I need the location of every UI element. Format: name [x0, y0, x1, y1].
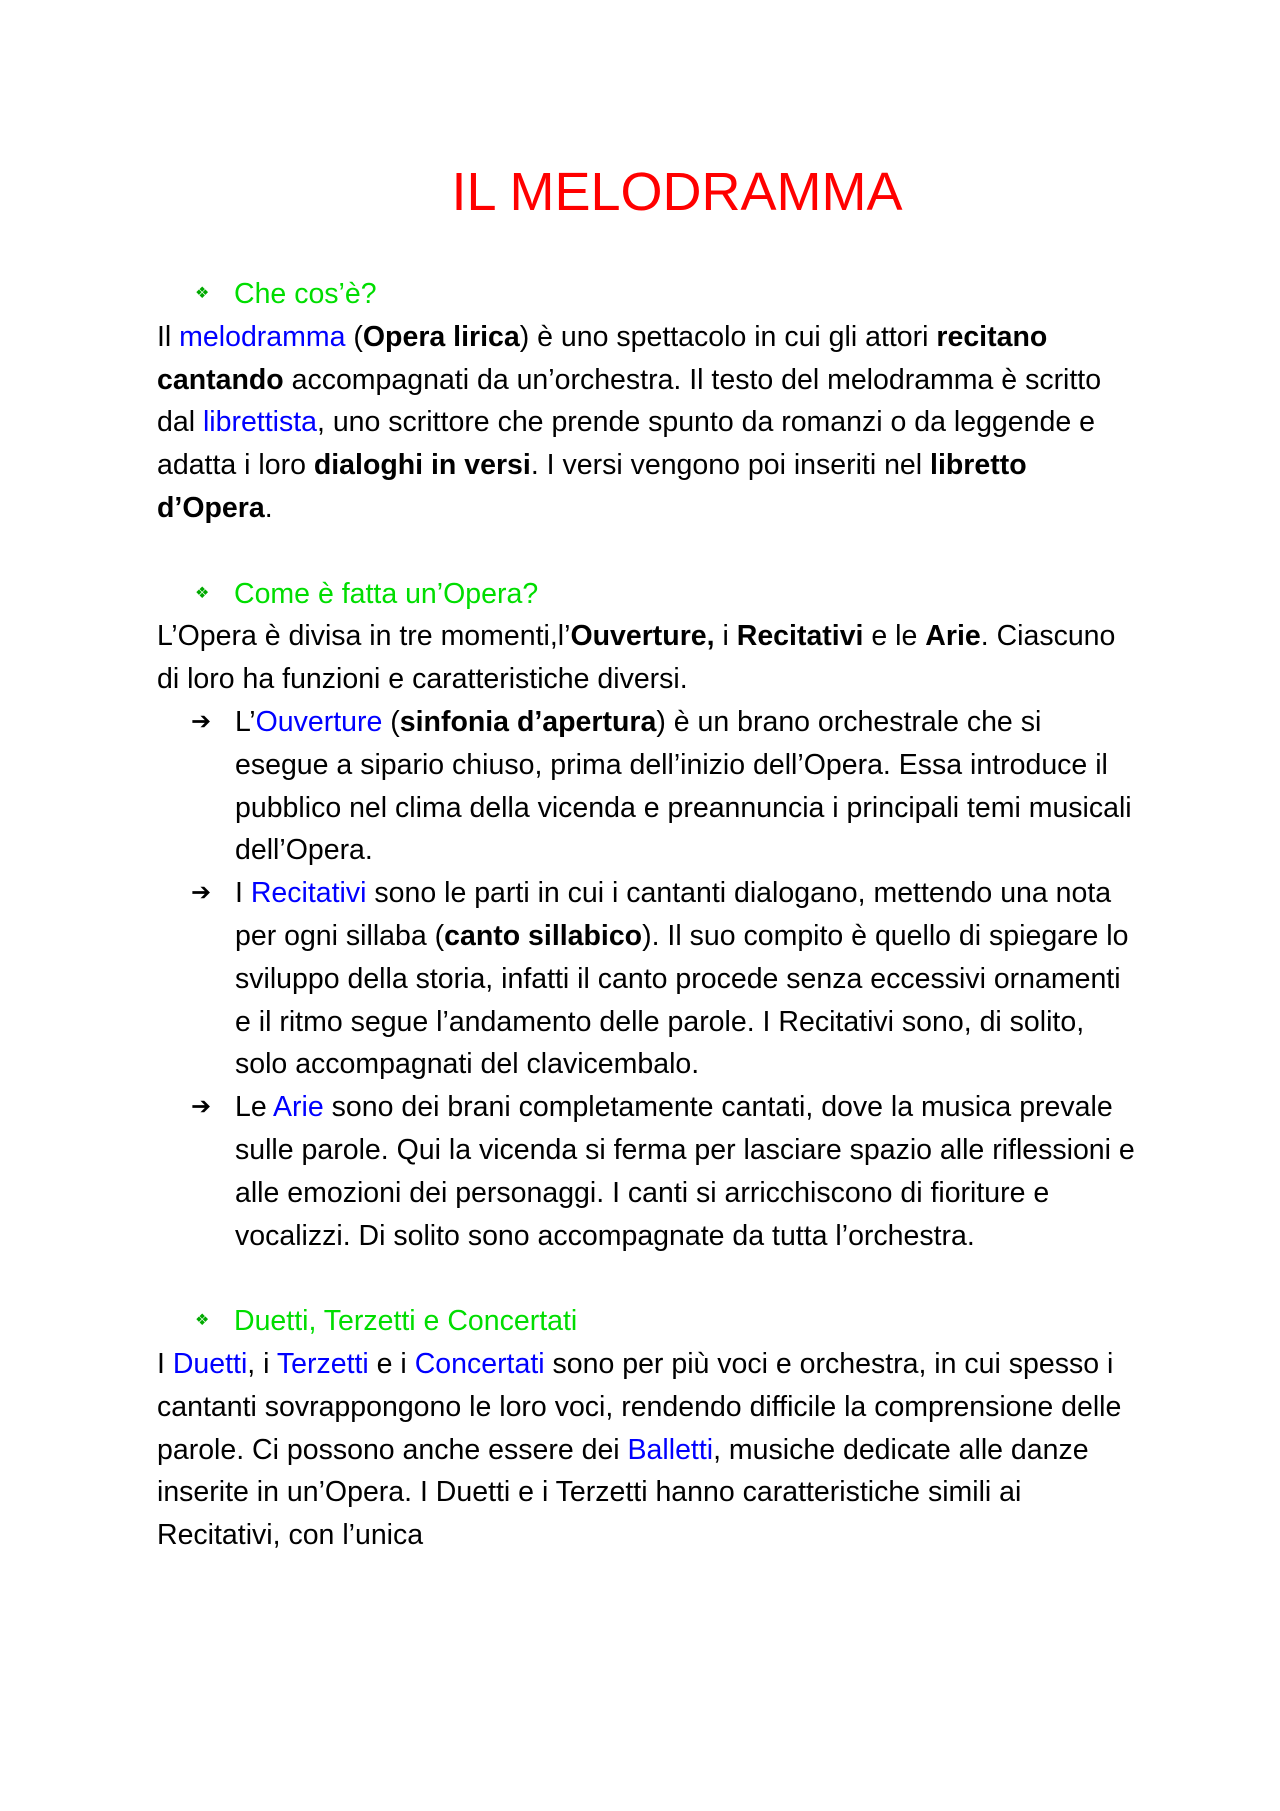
bold-sinfonia-dapertura: sinfonia d’apertura	[399, 705, 657, 738]
section-heading-text: Duetti, Terzetti e Concertati	[234, 1305, 578, 1338]
text-run: ) è un brano orchestrale che si esegue a sipario chiuso, prima dell’inizio dell’Opera. Essa introduce il pubblico nel clima della vicenda e preannuncia i principali temi musicali dell’Opera.	[235, 705, 1132, 867]
diamond-bullet-icon: ❖	[195, 285, 210, 302]
text-run: (	[345, 320, 363, 353]
list-item-recitativi	[157, 872, 1137, 1086]
paragraph-ensembles	[157, 1343, 1137, 1557]
list-item-ouverture	[157, 701, 1137, 872]
bold-recitativi: Recitativi	[736, 620, 864, 653]
text-run: , uno scrittore che prende spunto da romanzi o da leggende e adatta i loro	[157, 406, 1095, 482]
text-run: L’Opera è divisa in tre momenti,l’	[157, 620, 571, 653]
text-run: . Ciascuno di loro ha funzioni e caratteristiche diversi.	[157, 620, 1116, 696]
arrow-right-icon: ➔	[191, 1093, 212, 1121]
arrow-right-icon: ➔	[191, 879, 212, 907]
text-run: accompagnati da un’orchestra. Il testo del melodramma è scritto dal	[157, 363, 1102, 439]
text-run: ) è uno spettacolo in cui gli attori	[519, 320, 937, 353]
list-item-arie	[157, 1086, 1137, 1257]
bold-recitano-cantando: recitano cantando	[157, 320, 1048, 396]
diamond-bullet-icon: ❖	[195, 1312, 210, 1330]
section-heading-text: Come è fatta un’Opera?	[234, 577, 539, 610]
section-heading-what-is	[157, 273, 1137, 316]
diamond-bullet-icon: ❖	[195, 584, 210, 602]
bold-dialoghi-in-versi: dialoghi in versi	[313, 449, 531, 482]
term-balletti: Balletti	[627, 1433, 714, 1466]
paragraph-structure	[157, 615, 1137, 701]
text-run: (	[382, 705, 400, 738]
text-run: , i	[247, 1347, 277, 1380]
text-run: L’	[235, 705, 256, 738]
text-run: Le	[235, 1091, 274, 1124]
spacer	[157, 1257, 1137, 1300]
bold-ouverture: Ouverture,	[570, 620, 715, 653]
text-run: . I versi vengono poi inseriti nel	[530, 449, 931, 482]
text-run: .	[264, 491, 273, 524]
bold-canto-sillabico: canto sillabico	[444, 919, 643, 952]
paragraph-definition	[157, 316, 1137, 530]
bold-opera-lirica: Opera lirica	[362, 320, 520, 353]
text-run: Il	[157, 320, 180, 353]
page-title: IL MELODRAMMA	[451, 162, 903, 222]
term-duetti: Duetti	[172, 1347, 248, 1380]
text-run: e i	[368, 1347, 415, 1380]
term-recitativi: Recitativi	[250, 877, 367, 910]
spacer	[157, 530, 1137, 573]
text-run: e le	[863, 620, 926, 653]
term-librettista: librettista	[202, 406, 317, 439]
term-arie: Arie	[273, 1091, 324, 1124]
text-run: sono per più voci e orchestra, in cui spesso i cantanti sovrappongono le loro voci, rendendo difficile la comprensione delle parole. Ci possono anche essere dei	[157, 1347, 1122, 1466]
text-run: I	[235, 877, 251, 910]
document-body	[157, 273, 1137, 1557]
arrow-right-icon: ➔	[191, 707, 212, 735]
section-heading-structure	[157, 573, 1137, 616]
text-run: I	[157, 1347, 173, 1380]
text-run: sono le parti in cui i cantanti dialogano, mettendo una nota per ogni sillaba (	[235, 877, 1112, 952]
text-run: ). Il suo compito è quello di spiegare lo sviluppo della storia, infatti il canto procede senza eccessivi ornamenti e il ritmo segue l’andamento delle parole. I Recitativi sono, di solito, solo accompagnati del clavicembalo.	[235, 919, 1129, 1081]
bold-arie: Arie	[925, 620, 981, 653]
text-run: sono dei brani completamente cantati, dove la musica prevale sulle parole. Qui la vicenda si ferma per lasciare spazio alle riflessioni e alle emozioni dei personaggi. I canti si arricchiscono di fioriture e vocalizzi. Di solito sono accompagnate da tutta l’orchestra.	[235, 1091, 1135, 1252]
term-concertati: Concertati	[414, 1347, 545, 1380]
text-run: , musiche dedicate alle danze inserite in un’Opera. I Duetti e i Terzetti hanno caratteristiche simili ai Recitativi, con l’unica	[157, 1433, 1089, 1552]
text-run: i	[714, 620, 737, 653]
structure-list	[157, 701, 1137, 1257]
term-melodramma: melodramma	[179, 320, 346, 353]
section-heading-ensembles	[157, 1300, 1137, 1343]
term-terzetti: Terzetti	[276, 1347, 369, 1380]
section-heading-text: Che cos’è?	[234, 278, 377, 310]
bold-libretto-dopera: libretto d’Opera	[157, 449, 1027, 524]
term-ouverture: Ouverture	[255, 705, 383, 738]
